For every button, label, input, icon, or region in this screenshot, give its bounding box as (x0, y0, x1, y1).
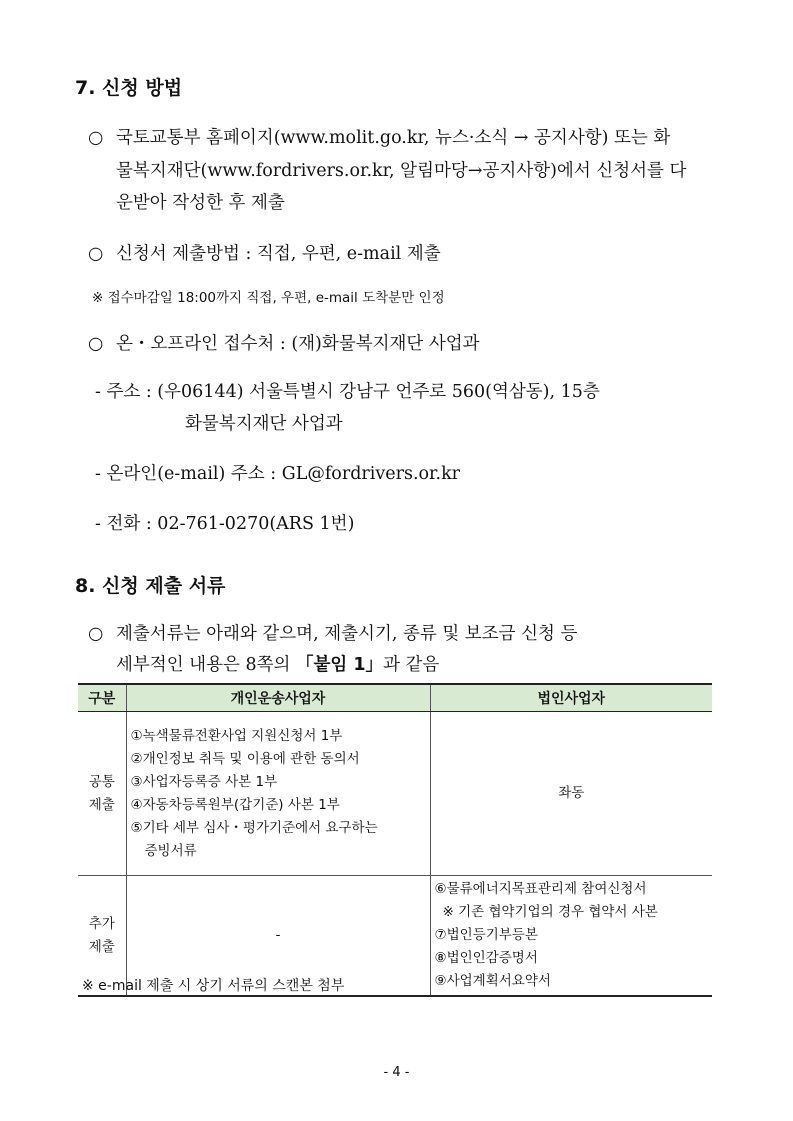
bullet-text: 제출서류는 아래와 같으며, 제출시기, 종류 및 보조금 신청 등 (116, 624, 578, 644)
doc-item: ④자동차등록원부(갑기준) 사본 1부 (130, 796, 340, 813)
page-number: - 4 - (383, 1065, 410, 1080)
individual-docs-cell (126, 712, 430, 876)
address-line-2: 화물복지재단 사업과 (185, 414, 343, 434)
bullet-text-suffix: 과 같음 (383, 655, 440, 675)
doc-item: ③사업자등록증 사본 1부 (130, 773, 278, 790)
category-text: 공통 (88, 773, 115, 790)
section-7-bullet-1-line-1 (88, 124, 670, 149)
category-text: 추가 (88, 915, 115, 932)
doc-item: ②개인정보 취득 및 이용에 관한 동의서 (130, 750, 360, 767)
section-7-bullet-1-line-3: 운받아 작성한 후 제출 (116, 193, 285, 213)
section-8-bullet-line-2 (116, 651, 439, 676)
attachment-reference: 「붙임 1」 (295, 655, 384, 675)
table-row (78, 712, 712, 876)
header-individual: 개인운송사업자 (126, 684, 430, 712)
phone-line: - 전화 : 02-761-0270(ARS 1번) (95, 514, 355, 534)
doc-item: ⑨사업계획서요약서 (434, 973, 551, 989)
category-text: 제출 (88, 796, 115, 813)
header-category: 구분 (78, 684, 126, 712)
corporate-docs-cell (430, 712, 712, 876)
doc-item: ⑥물류에너지목표관리제 참여신청서 (434, 881, 647, 897)
email-line: - 온라인(e-mail) 주소 : GL@fordrivers.or.kr (95, 464, 461, 484)
bullet-symbol: ○ (88, 128, 104, 148)
category-text: 제출 (88, 938, 115, 955)
section-7-bullet-3 (88, 330, 480, 355)
doc-item: 좌동 (558, 785, 585, 801)
doc-item: 증빙서류 (144, 842, 197, 859)
bullet-symbol: ○ (88, 334, 104, 354)
section-8-bullet-line-1 (88, 620, 577, 645)
bullet-text-prefix: 세부적인 내용은 8쪽의 (116, 655, 296, 675)
doc-item: ⑧법인인감증명서 (434, 950, 538, 966)
section-8-title: 8. 신청 제출 서류 (75, 575, 226, 597)
section-7-bullet-1-line-2: 물복지재단(www.fordrivers.or.kr, 알림마당→공지사항)에서 신청서를 다 (116, 161, 687, 181)
doc-item: - (275, 927, 281, 943)
bullet-text: 국토교통부 홈페이지(www.molit.go.kr, 뉴스·소식 → 공지사항) 또는 화 (116, 128, 671, 148)
doc-note: ※ 기존 협약기업의 경우 협약서 사본 (442, 904, 658, 920)
category-cell (78, 712, 126, 876)
table-header-row (78, 684, 712, 712)
bullet-symbol: ○ (88, 244, 104, 264)
bullet-text: 온・오프라인 접수처 : (재)화물복지재단 사업과 (116, 334, 480, 354)
section-7-note: ※ 접수마감일 18:00까지 직접, 우편, e-mail 도착분만 인정 (92, 290, 445, 306)
section-7-title: 7. 신청 방법 (75, 77, 183, 99)
doc-item: ⑦법인등기부등본 (434, 927, 538, 943)
bullet-symbol: ○ (88, 624, 104, 644)
bullet-text: 신청서 제출방법 : 직접, 우편, e-mail 제출 (116, 244, 441, 264)
doc-item: ①녹색물류전환사업 지원신청서 1부 (130, 727, 343, 744)
address-line-1: - 주소 : (우06144) 서울특별시 강남구 언주로 560(역삼동), 15층 (95, 382, 600, 402)
doc-item: ⑤기타 세부 심사・평가기준에서 요구하는 (130, 819, 378, 836)
corporate-docs-cell (430, 876, 712, 997)
section-7-bullet-2 (88, 240, 441, 265)
table-footnote: ※ e-mail 제출 시 상기 서류의 스캔본 첨부 (82, 978, 345, 994)
submission-documents-table (78, 683, 712, 997)
header-corporate: 법인사업자 (430, 684, 712, 712)
